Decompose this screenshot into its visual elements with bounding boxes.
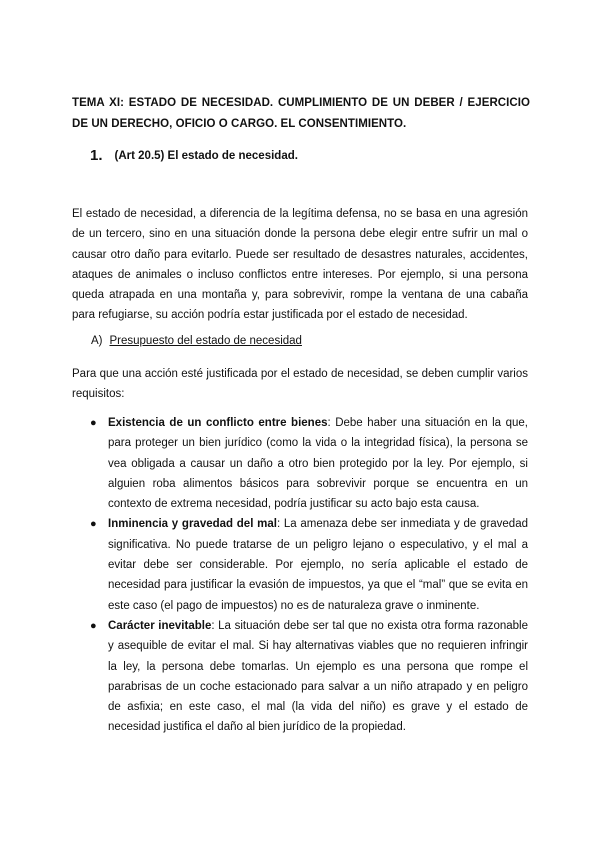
- bullet-icon: ●: [90, 518, 97, 531]
- bullet-icon: ●: [90, 619, 97, 632]
- section-number: 1.: [90, 147, 103, 164]
- list-item: [90, 514, 528, 615]
- subsection-heading: [91, 335, 302, 347]
- requirement-text: : La situación debe ser tal que no exista otra forma razonable y asequible de evitar el mal. Si hay alternativas viables que no requieren infringir la ley, la persona debe tomarlas. Un ejemplo es una persona que rompe el parabrisas de un coche estacionado para salvar a un niño atrapado y en peligro de asfixia; en este caso, el mal (la vida del niño) es grave y el estado de necesidad justifica el daño al bien jurídico de la propiedad.: [108, 619, 528, 734]
- list-item: [90, 413, 528, 514]
- section-heading: [90, 147, 298, 164]
- subsection-title: Presupuesto del estado de necesidad: [109, 335, 302, 347]
- bullet-icon: ●: [90, 417, 97, 429]
- requirement-term: Existencia de un conflicto entre bienes: [108, 417, 328, 429]
- subsection-letter: A): [91, 335, 103, 347]
- intro-paragraph: El estado de necesidad, a diferencia de la legítima defensa, no se basa en una agresión de un tercero, sino en una situación donde la persona debe elegir entre sufrir un mal o causar otro daño para evitarlo. Puede ser resultado de desastres naturales, accidentes, ataques de animales o incluso conflictos entre intereses. Por ejemplo, si una persona queda atrapada en una montaña y, para sobrevivir, rompe la ventana de una cabaña para refugiarse, su acción podría estar justificada por el estado de necesidad.: [72, 208, 528, 322]
- requirement-text: : La amenaza debe ser inmediata y de gravedad significativa. No puede tratarse de un peligro lejano o especulativo, y el mal a evitar debe ser considerable. Por ejemplo, no sería aplicable el estado de necesidad para justificar la evasión de impuestos, ya que el “mal” que se evita en este caso (el pago de impuestos) no es de naturaleza grave o inminente.: [108, 518, 528, 612]
- requirement-text: : Debe haber una situación en la que, para proteger un bien jurídico (como la vida o la integridad física), la persona se vea obligada a causar un daño a otro bien protegido por la ley. Por ejemplo, si alguien roba alimentos básicos para sobrevivir porque se encuentra en un contexto de extrema necesidad, podría justificar su acto bajo esta causa.: [108, 417, 528, 511]
- requirements-intro: Para que una acción esté justificada por el estado de necesidad, se deben cumplir varios requisitos:: [72, 368, 528, 401]
- requirement-term: Carácter inevitable: [108, 619, 212, 632]
- list-item: [90, 616, 528, 738]
- section-title: (Art 20.5) El estado de necesidad.: [114, 150, 298, 162]
- document-title: TEMA XI: ESTADO DE NECESIDAD. CUMPLIMIENTO DE UN DEBER / EJERCICIO DE UN DERECHO, OFICIO O CARGO. EL CONSENTIMIENTO.: [72, 97, 530, 130]
- requirement-term: Inminencia y gravedad del mal: [108, 518, 277, 531]
- requirements-list: [90, 413, 528, 738]
